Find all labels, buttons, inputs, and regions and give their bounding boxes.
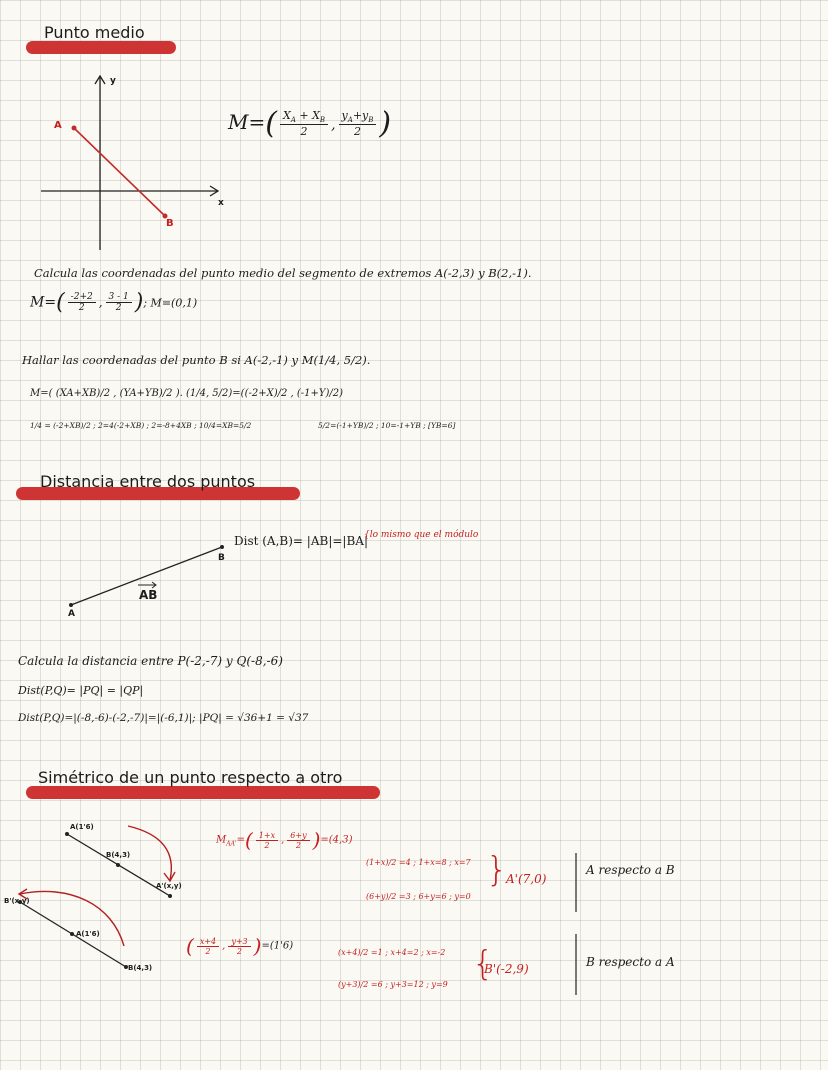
section-title-midpoint: Punto medio xyxy=(44,23,145,42)
ex2-line2: M=( (XA+XB)/2 , (YA+YB)/2 ). (1/4, 5/2)=((-2+X)/2 , (-1+Y)/2) xyxy=(30,388,344,399)
section-title-symmetric: Simétrico de un punto respecto a otro xyxy=(38,768,343,787)
ex2-line3b: 5/2=(-1+YB)/2 ; 10=-1+YB ; [YB=6] xyxy=(318,421,456,430)
segment-AB xyxy=(74,128,165,216)
midpoint-graph xyxy=(41,76,218,250)
midpoint-formula: M=( $\frac{X_A + X_B}{2}$ , $\frac{y_A+y_B}{2}$ ) xyxy=(228,106,392,141)
sym1-label-A2: A'(x,y) xyxy=(156,882,182,890)
ex3-line3: Dist(P,Q)=|(-8,-6)-(-2,-7)|=|(-6,1)|; |PQ| = √36+1 = √37 xyxy=(18,712,309,724)
dist-label-A: A xyxy=(68,609,75,619)
sym-eq-A2: (6+y)/2 =3 ; 6+y=6 ; y=0 xyxy=(366,892,471,901)
distance-formula: Dist (A,B)= |AB|=|BA| xyxy=(234,534,368,548)
sym-eq-B1: (x+4)/2 =1 ; x+4=2 ; x=-2 xyxy=(338,948,446,957)
dist-label-B: B xyxy=(218,553,225,563)
ex1-solution: M=( $\frac{-2+2}{2}$ , $\frac{3 - 1}{2}$ ); M=(0,1) xyxy=(30,290,198,315)
distance-note: {lo mismo que el módulo xyxy=(364,530,479,540)
brace-B: { xyxy=(472,944,494,984)
sym1-label-B: B(4,3) xyxy=(106,851,131,859)
sym2-arrow xyxy=(20,891,124,946)
sym-result-A: A'(7,0) xyxy=(506,872,547,886)
sym1-label-A: A(1'6) xyxy=(70,823,94,831)
sym2-label-B: B(4,3) xyxy=(128,964,153,972)
ex2-statement: Hallar las coordenadas del punto B si A(-2,-1) y M(1/4, 5/2). xyxy=(22,353,371,367)
sym-note-B: B respecto a A xyxy=(586,955,675,969)
graph-label-A: A xyxy=(54,120,62,131)
ex2-line3a: 1/4 = (-2+XB)/2 ; 2=4(-2+XB) ; 2=-8+4XB ; 10/4=XB=5/2 xyxy=(30,421,252,430)
ex3-line2: Dist(P,Q)= |PQ| = |QP| xyxy=(18,684,144,697)
dist-label-vector: AB xyxy=(139,588,158,602)
section-title-distance: Distancia entre dos puntos xyxy=(40,472,256,491)
sym-eq-A1: (1+x)/2 =4 ; 1+x=8 ; x=7 xyxy=(366,858,471,867)
sym-note-A: A respecto a B xyxy=(586,863,675,877)
graph-label-y: y xyxy=(110,76,116,86)
sym-midpoint-eq: $M_{AA'}=$( $\frac{1+x}{2}$ , $\frac{6+y}{2}$ )=(4,3) xyxy=(216,828,353,852)
point-A-dist xyxy=(69,603,73,607)
ex3-statement: Calcula la distancia entre P(-2,-7) y Q(-8,-6) xyxy=(18,654,283,668)
ex1-statement: Calcula las coordenadas del punto medio del segmento de extremos A(-2,3) y B(2,-1). xyxy=(34,266,532,280)
sym-bottom-eq: ( $\frac{x+4}{2}$ , $\frac{y+3}{2}$ )=(1'6) xyxy=(186,934,294,958)
graph-label-x: x xyxy=(218,198,224,208)
sym-result-B: B'(-2,9) xyxy=(484,962,529,976)
graph-label-B: B xyxy=(166,218,174,229)
sym1-arrow xyxy=(128,826,171,880)
sym2-label-A: A(1'6) xyxy=(76,930,100,938)
brace-A: } xyxy=(486,850,508,890)
point-B-dist xyxy=(220,545,224,549)
point-A xyxy=(72,126,77,131)
sym-eq-B2: (y+3)/2 =6 ; y+3=12 ; y=9 xyxy=(338,980,448,989)
title-highlight xyxy=(26,786,380,799)
sym2-label-B2: B'(x,y) xyxy=(4,897,30,905)
title-highlight xyxy=(26,41,176,54)
